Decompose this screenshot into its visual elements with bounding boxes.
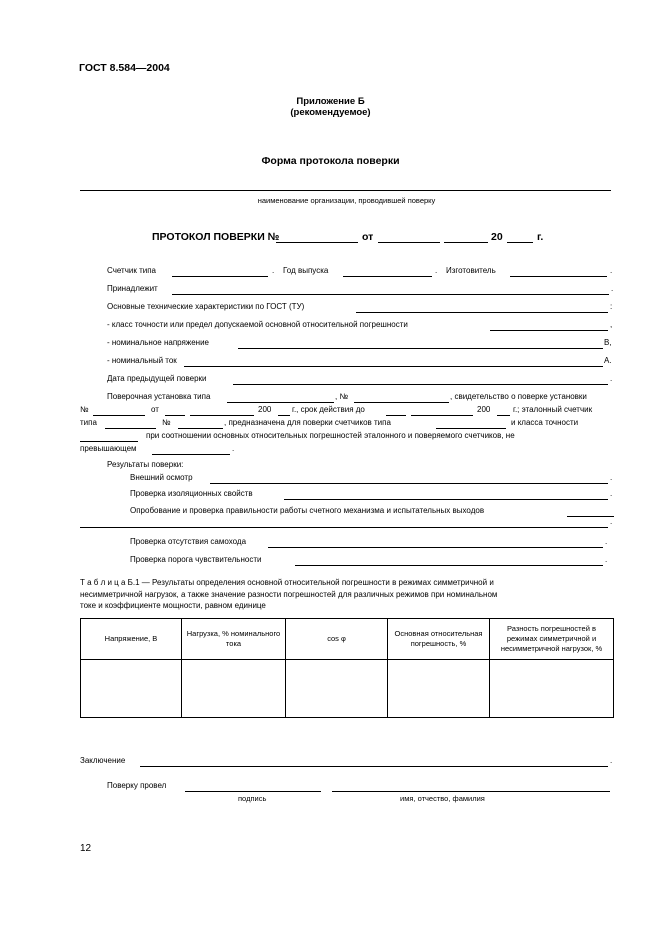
protocol-year-line bbox=[507, 242, 533, 243]
conclusion-line bbox=[140, 766, 608, 767]
insulation-line bbox=[284, 499, 608, 500]
protocol-label: ПРОТОКОЛ ПОВЕРКИ № bbox=[152, 231, 280, 243]
threshold-label: Проверка порога чувствительности bbox=[130, 555, 262, 564]
verifier-label: Поверку провел bbox=[107, 781, 167, 790]
not-exceeding-label: превышающем bbox=[80, 444, 137, 453]
testing-line bbox=[567, 516, 614, 517]
table-cell bbox=[388, 660, 490, 718]
cert-year-line bbox=[278, 415, 290, 416]
cert-day-line bbox=[165, 415, 185, 416]
threshold-line bbox=[295, 565, 603, 566]
not-exceeding-line bbox=[152, 454, 230, 455]
protocol-from-label: от bbox=[362, 231, 374, 243]
protocol-year-prefix: 20 bbox=[491, 231, 503, 243]
creep-label: Проверка отсутствия самохода bbox=[130, 537, 247, 546]
results-table bbox=[80, 618, 614, 718]
ref-number-line bbox=[178, 428, 223, 429]
voltage-line bbox=[238, 348, 603, 349]
name-line bbox=[332, 791, 610, 792]
accuracy-label: - класс точности или предел допускаемой основной относительной погрешности bbox=[107, 320, 408, 329]
table-header-row bbox=[81, 619, 614, 660]
results-title: Результаты поверки: bbox=[107, 460, 184, 469]
protocol-number-line bbox=[276, 242, 358, 243]
current-line bbox=[184, 366, 603, 367]
intended-label: , предназначена для поверки счетчиков типа bbox=[224, 418, 391, 427]
accuracy-class-line bbox=[80, 441, 138, 442]
protocol-date-line bbox=[378, 242, 440, 243]
owner-label: Принадлежит bbox=[107, 284, 158, 293]
ratio-text: при соотношении основных относительных погрешностей эталонного и поверяемого счетчиков, не bbox=[146, 431, 515, 440]
voltage-unit: В, bbox=[604, 338, 612, 347]
testing-line-2 bbox=[80, 527, 608, 528]
header-load: Нагрузка, % номинального тока bbox=[182, 619, 286, 660]
valid-year-line bbox=[497, 415, 510, 416]
appendix-title: Приложение Б bbox=[296, 96, 365, 107]
form-title: Форма протокола поверки bbox=[261, 155, 400, 167]
cert-number-label: № bbox=[80, 405, 89, 414]
table-cell bbox=[182, 660, 286, 718]
table-cell bbox=[490, 660, 614, 718]
current-label: - номинальный ток bbox=[107, 356, 177, 365]
year-label: Год выпуска bbox=[283, 266, 329, 275]
insulation-label: Проверка изоляционных свойств bbox=[130, 489, 253, 498]
cert-from-label: от bbox=[151, 405, 159, 414]
table-cell bbox=[286, 660, 388, 718]
accuracy-class-label: и класса точности bbox=[511, 418, 579, 427]
header-cos-phi: cos φ bbox=[286, 619, 388, 660]
installation-number-line bbox=[354, 402, 449, 403]
installation-type-label: Поверочная установка типа bbox=[107, 392, 211, 401]
page-number: 12 bbox=[80, 843, 92, 854]
table-caption-line3: токе и коэффициенте мощности, равном единице bbox=[80, 601, 266, 610]
organization-line bbox=[80, 190, 611, 191]
table-caption-line1 bbox=[80, 578, 494, 587]
document-code: ГОСТ 8.584—2004 bbox=[79, 62, 170, 74]
signature-line bbox=[185, 791, 321, 792]
protocol-year-suffix: г. bbox=[537, 231, 544, 243]
creep-line bbox=[268, 547, 603, 548]
signature-caption: подпись bbox=[238, 794, 267, 803]
installation-type-line bbox=[227, 402, 334, 403]
valid-year-prefix: 200 bbox=[477, 405, 491, 414]
year-line bbox=[343, 276, 432, 277]
protocol-month-line bbox=[444, 242, 488, 243]
current-unit: А. bbox=[604, 356, 612, 365]
header-basic-error: Основная относительная погрешность, % bbox=[388, 619, 490, 660]
table-caption-text: — Результаты определения основной относительной погрешности в режимах симметричной и bbox=[139, 578, 494, 587]
accuracy-line bbox=[490, 330, 608, 331]
table-cell bbox=[81, 660, 182, 718]
table-caption-label: Т а б л и ц а Б.1 bbox=[80, 578, 140, 587]
installation-cert-label: , свидетельство о поверке установки bbox=[450, 392, 587, 401]
valid-month-line bbox=[411, 415, 473, 416]
ref-number-label: № bbox=[162, 418, 171, 427]
prev-date-label: Дата предыдущей поверки bbox=[107, 374, 207, 383]
ref-type-label: типа bbox=[80, 418, 97, 427]
installation-number-label: , № bbox=[335, 392, 349, 401]
cert-valid-label: г., срок действия до bbox=[292, 405, 365, 414]
header-voltage: Напряжение, В bbox=[81, 619, 182, 660]
header-error-difference: Разность погрешностей в режимах симметричной и несимметричной нагрузок, % bbox=[490, 619, 614, 660]
specs-label: Основные технические характеристики по ГОСТ (ТУ) bbox=[107, 302, 305, 311]
name-caption: имя, отчество, фамилия bbox=[400, 794, 485, 803]
table-row bbox=[81, 660, 614, 718]
visual-line bbox=[210, 483, 608, 484]
voltage-label: - номинальное напряжение bbox=[107, 338, 209, 347]
meter-type-line bbox=[172, 276, 268, 277]
visual-label: Внешний осмотр bbox=[130, 473, 193, 482]
cert-year-prefix: 200 bbox=[258, 405, 272, 414]
organization-caption: наименование организации, проводившей поверку bbox=[257, 196, 436, 205]
meter-type2-line bbox=[436, 428, 506, 429]
valid-day-line bbox=[386, 415, 406, 416]
manufacturer-line bbox=[510, 276, 607, 277]
cert-month-line bbox=[190, 415, 254, 416]
testing-label: Опробование и проверка правильности работы счетного механизма и испытательных выходов bbox=[130, 506, 485, 515]
manufacturer-label: Изготовитель bbox=[446, 266, 496, 275]
cert-number-line bbox=[93, 415, 145, 416]
reference-meter-label: г.; эталонный счетчик bbox=[513, 405, 593, 414]
specs-line bbox=[356, 312, 608, 313]
conclusion-label: Заключение bbox=[80, 756, 126, 765]
appendix-subtitle: (рекомендуемое) bbox=[290, 107, 371, 118]
prev-date-line bbox=[233, 384, 608, 385]
table-caption-line2: несимметричной нагрузок, а также значение разности погрешностей для различных режимов при номинальном bbox=[80, 590, 498, 599]
ref-type-line bbox=[105, 428, 156, 429]
meter-type-label: Счетчик типа bbox=[107, 266, 156, 275]
owner-line bbox=[172, 294, 609, 295]
